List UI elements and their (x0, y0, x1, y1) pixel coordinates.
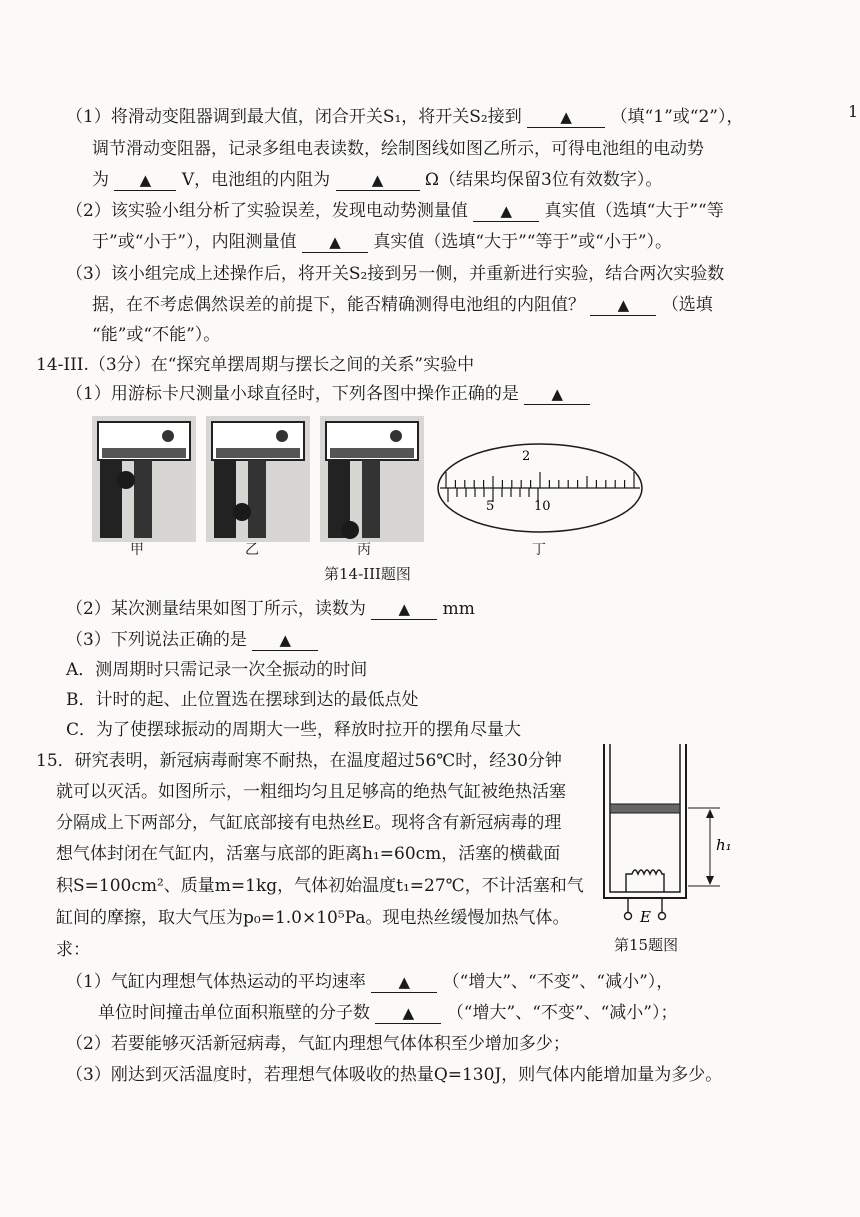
q13-3-line1: （3）该小组完成上述操作后，将开关S₂接到另一侧，并重新进行实验，结合两次实验数 (66, 264, 725, 284)
q15-line6: 缸间的摩擦，取大气压为p₀=1.0×10⁵Pa。现电热丝缓慢加热气体。 (56, 908, 570, 928)
answer-blank[interactable]: ▲ (302, 232, 368, 253)
heating-wire-icon (626, 870, 664, 892)
q14-option-c: C．为了使摆球振动的周期大一些，释放时拉开的摆角尽量大 (66, 720, 522, 740)
q13-2-line2: 于”或“小于”），内阻测量值 ▲ 真实值（选填“大于”“等于”或“小于”）。 (92, 232, 673, 252)
q14-1: （1）用游标卡尺测量小球直径时，下列各图中操作正确的是 ▲ (66, 382, 590, 406)
vernier-label-5: 5 (486, 499, 495, 514)
answer-blank[interactable]: ▲ (524, 384, 590, 405)
answer-blank[interactable]: ▲ (590, 295, 656, 316)
answer-blank[interactable]: ▲ (371, 599, 437, 620)
q15-2: （2）若要能够灭活新冠病毒，气缸内理想气体体积至少增加多少； (66, 1034, 570, 1054)
q13-1-line3: 为 ▲ V，电池组的内阻为 ▲ Ω（结果均保留3位有效数字）。 (92, 170, 663, 190)
q13-3-line3: “能”或“不能”）。 (92, 325, 221, 345)
label-e: E (640, 908, 651, 926)
q13-1-line2: 调节滑动变阻器，记录多组电表读数，绘制图线如图乙所示，可得电池组的电动势 (92, 139, 704, 159)
gas-cylinder-diagram (592, 742, 742, 930)
q15-1-line1: （1）气缸内理想气体热运动的平均速率 ▲ （“增大”、“不变”、“减小”）， (66, 972, 674, 992)
fig-label-jia: 甲 (130, 542, 144, 558)
piston (610, 804, 680, 813)
answer-blank[interactable]: ▲ (114, 170, 176, 191)
caliper-photos (90, 408, 430, 550)
label-h1: h₁ (716, 836, 732, 854)
q15-line2: 就可以灭活。如图所示，一粗细均匀且足够高的绝热气缸被绝热活塞 (56, 782, 566, 802)
answer-blank[interactable]: ▲ (336, 170, 420, 191)
q14-option-b: B．计时的起、止位置选在摆球到达的最低点处 (66, 690, 419, 710)
fig-label-bing: 丙 (357, 542, 371, 558)
vernier-scale-diagram (434, 440, 646, 540)
q15-line5: 积S=100cm²、质量m=1kg，气体初始温度t₁=27℃，不计活塞和气 (56, 876, 584, 896)
vernier-label-2: 2 (522, 449, 531, 464)
q14-option-a: A．测周期时只需记录一次全振动的时间 (66, 660, 368, 680)
page-number: 1 (848, 102, 859, 121)
answer-blank[interactable]: ▲ (371, 972, 437, 993)
q14-header: 14-III.（3分）在“探究单摆周期与摆长之间的关系”实验中 (36, 355, 475, 375)
q15-line4: 想气体封闭在气缸内，活塞与底部的距离h₁=60cm，活塞的横截面 (56, 844, 561, 864)
answer-blank[interactable]: ▲ (527, 107, 605, 128)
vernier-label-10: 10 (534, 499, 551, 514)
fig-caption-15: 第15题图 (614, 936, 679, 954)
q15-1-line2: 单位时间撞击单位面积瓶壁的分子数 ▲ （“增大”、“不变”、“减小”）； (98, 1003, 678, 1023)
q15-line1: 15．研究表明，新冠病毒耐寒不耐热，在温度超过56℃时，经30分钟 (36, 751, 562, 771)
fig-label-yi: 乙 (245, 542, 259, 558)
answer-blank[interactable]: ▲ (473, 201, 539, 222)
q13-2-line1: （2）该实验小组分析了实验误差，发现电动势测量值 ▲ 真实值（选填“大于”“等 (66, 201, 724, 221)
answer-blank[interactable]: ▲ (252, 630, 318, 651)
q15-3: （3）刚达到灭活温度时，若理想气体吸收的热量Q=130J，则气体内能增加量为多少。 (66, 1065, 723, 1085)
fig-label-ding: 丁 (532, 542, 546, 558)
q14-2: （2）某次测量结果如图丁所示，读数为 ▲ mm (66, 599, 475, 619)
q14-3: （3）下列说法正确的是 ▲ (66, 628, 318, 652)
q13-3-line2: 据，在不考虑偶然误差的前提下，能否精确测得电池组的内阻值？ ▲ （选填 (92, 295, 713, 315)
q15-line7: 求： (56, 940, 90, 960)
answer-blank[interactable]: ▲ (375, 1003, 441, 1024)
fig-caption-14: 第14-III题图 (324, 565, 411, 583)
q13-1-line1: （1）将滑动变阻器调到最大值，闭合开关S₁，将开关S₂接到 ▲ （填“1”或“2”）， (66, 107, 744, 127)
q15-line3: 分隔成上下两部分，气缸底部接有电热丝E。现将含有新冠病毒的理 (56, 813, 562, 833)
